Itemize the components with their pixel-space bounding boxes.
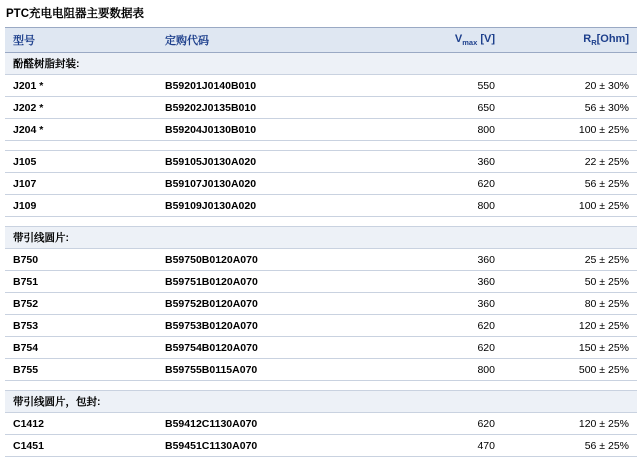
cell-vmax: 360 — [369, 293, 503, 315]
cell-order-code: B59451C1130A070 — [157, 435, 369, 457]
cell-vmax: 470 — [369, 435, 503, 457]
cell-order-code: B59107J0130A020 — [157, 173, 369, 195]
table-row — [5, 271, 637, 293]
cell-model: J105 — [5, 151, 157, 173]
cell-model: B752 — [5, 293, 157, 315]
table-row — [5, 435, 637, 457]
column-header-rr — [503, 28, 637, 53]
table-row — [5, 337, 637, 359]
cell-vmax: 360 — [369, 249, 503, 271]
table-row — [5, 413, 637, 435]
cell-order-code: B59752B0120A070 — [157, 293, 369, 315]
rr-sub: R — [591, 38, 597, 48]
cell-rr: 56 ± 25% — [503, 173, 637, 195]
cell-rr: 500 ± 25% — [503, 359, 637, 381]
table-row — [5, 195, 637, 217]
table-body — [5, 53, 637, 457]
table-row — [5, 151, 637, 173]
cell-model: J204 * — [5, 119, 157, 141]
spacer-cell — [5, 217, 637, 227]
cell-rr: 80 ± 25% — [503, 293, 637, 315]
table-group-row — [5, 53, 637, 75]
cell-rr: 150 ± 25% — [503, 337, 637, 359]
cell-model: C1451 — [5, 435, 157, 457]
cell-vmax: 650 — [369, 97, 503, 119]
table-row — [5, 97, 637, 119]
group-label: 带引线圆片，包封: — [5, 391, 637, 413]
cell-order-code: B59751B0120A070 — [157, 271, 369, 293]
cell-model: J109 — [5, 195, 157, 217]
table-spacer-row — [5, 217, 637, 227]
cell-vmax: 620 — [369, 413, 503, 435]
rr-unit: [Ohm] — [596, 32, 629, 45]
cell-vmax: 620 — [369, 315, 503, 337]
cell-order-code: B59201J0140B010 — [157, 75, 369, 97]
cell-rr: 120 ± 25% — [503, 413, 637, 435]
cell-model: B750 — [5, 249, 157, 271]
cell-order-code: B59754B0120A070 — [157, 337, 369, 359]
cell-vmax: 360 — [369, 271, 503, 293]
table-row — [5, 173, 637, 195]
vmax-sub: max — [462, 38, 478, 48]
cell-vmax: 800 — [369, 119, 503, 141]
cell-rr: 100 ± 25% — [503, 119, 637, 141]
vmax-unit: [V] — [480, 32, 495, 45]
cell-model: B754 — [5, 337, 157, 359]
cell-rr: 100 ± 25% — [503, 195, 637, 217]
cell-rr: 22 ± 25% — [503, 151, 637, 173]
cell-model: B755 — [5, 359, 157, 381]
cell-order-code: B59412C1130A070 — [157, 413, 369, 435]
cell-order-code: B59109J0130A020 — [157, 195, 369, 217]
column-header-order-code: 定购代码 — [157, 28, 369, 53]
cell-rr: 25 ± 25% — [503, 249, 637, 271]
table-row — [5, 293, 637, 315]
cell-order-code: B59204J0130B010 — [157, 119, 369, 141]
cell-rr: 20 ± 30% — [503, 75, 637, 97]
cell-rr: 56 ± 30% — [503, 97, 637, 119]
table-row — [5, 359, 637, 381]
cell-order-code: B59202J0135B010 — [157, 97, 369, 119]
group-label: 酚醛树脂封装: — [5, 53, 637, 75]
spacer-cell — [5, 141, 637, 151]
rr-main: R — [583, 32, 592, 45]
page-title: PTC充电电阻器主要数据表 — [6, 8, 144, 20]
table-row — [5, 315, 637, 337]
table-header — [5, 28, 637, 53]
table-spacer-row — [5, 141, 637, 151]
cell-vmax: 620 — [369, 173, 503, 195]
cell-vmax: 800 — [369, 359, 503, 381]
cell-model: B751 — [5, 271, 157, 293]
cell-rr: 56 ± 25% — [503, 435, 637, 457]
cell-model: J201 * — [5, 75, 157, 97]
table-spacer-row — [5, 381, 637, 391]
cell-vmax: 360 — [369, 151, 503, 173]
cell-model: B753 — [5, 315, 157, 337]
cell-order-code: B59750B0120A070 — [157, 249, 369, 271]
cell-model: J202 * — [5, 97, 157, 119]
table-header-row — [5, 28, 637, 53]
cell-model: J107 — [5, 173, 157, 195]
column-header-vmax — [369, 28, 503, 53]
cell-rr: 120 ± 25% — [503, 315, 637, 337]
group-label: 带引线圆片: — [5, 227, 637, 249]
ptc-data-table — [5, 27, 637, 457]
cell-rr: 50 ± 25% — [503, 271, 637, 293]
spacer-cell — [5, 381, 637, 391]
cell-model: C1412 — [5, 413, 157, 435]
cell-order-code: B59753B0120A070 — [157, 315, 369, 337]
column-header-model: 型号 — [5, 28, 157, 53]
table-row — [5, 75, 637, 97]
table-group-row — [5, 227, 637, 249]
table-row — [5, 249, 637, 271]
table-row — [5, 119, 637, 141]
cell-vmax: 800 — [369, 195, 503, 217]
cell-vmax: 550 — [369, 75, 503, 97]
cell-vmax: 620 — [369, 337, 503, 359]
cell-order-code: B59755B0115A070 — [157, 359, 369, 381]
cell-order-code: B59105J0130A020 — [157, 151, 369, 173]
vmax-main: V — [454, 32, 463, 45]
